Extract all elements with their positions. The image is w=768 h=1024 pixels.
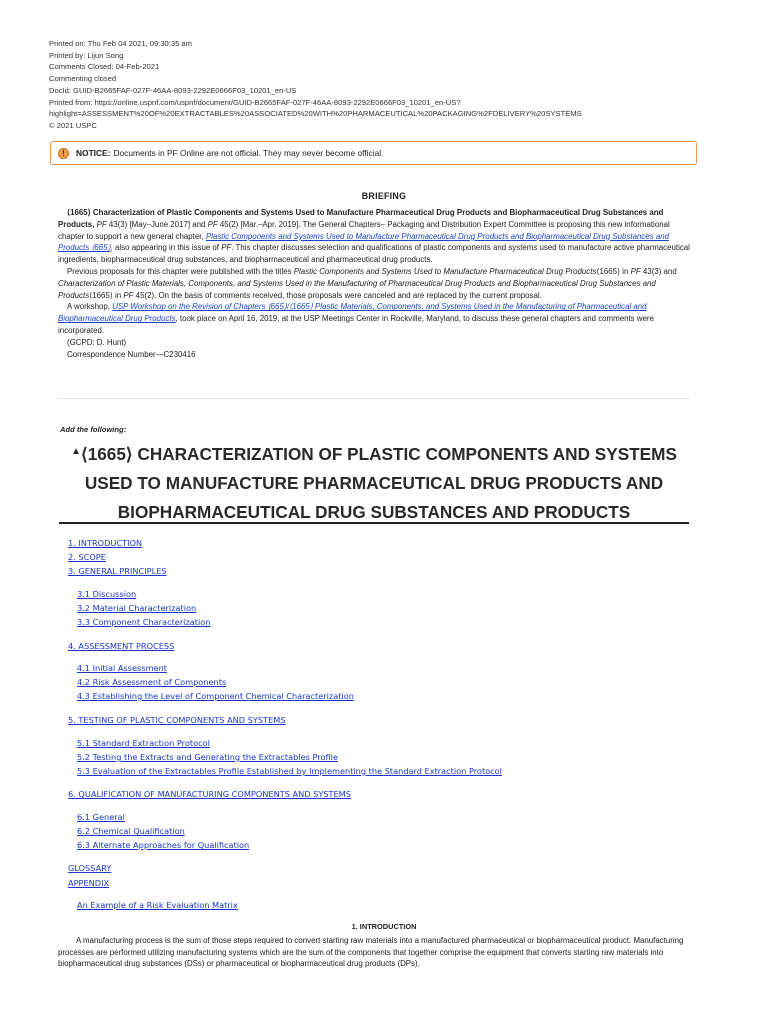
toc-risk-matrix[interactable]: An Example of a Risk Evaluation Matrix: [77, 900, 238, 910]
briefing-gcpd: (GCPD: D. Hunt): [67, 337, 127, 347]
briefing-title: BRIEFING: [361, 191, 407, 201]
briefing-paragraph: [58, 266, 690, 301]
notice-text: Documents in PF Online are not official. They may never become official.: [113, 148, 384, 158]
toc-testing[interactable]: 5. TESTING OF PLASTIC COMPONENTS AND SYSTEMS: [68, 715, 286, 725]
add-following-label: Add the following:: [60, 425, 127, 434]
meta-line: Printed by: Lijun Song: [49, 50, 124, 60]
meta-line: highlight=ASSESSMENT%20OF%20EXTRACTABLES%20ASSOCIATED%20WITH%20PHARMACEUTICAL%20PACKAGING%2FDELIVERY%20SYSTEMS: [49, 109, 582, 119]
previous-title: Characterization of Plastic Materials, Components, and Systems Used in the Manufacturing of Pharmaceutical Drug Products and Biopharmaceutical Drug Substances and Products: [58, 278, 656, 300]
briefing-body: [58, 207, 690, 360]
briefing-text: ⟨1665⟩ in: [89, 290, 124, 300]
toc-glossary[interactable]: GLOSSARY: [68, 863, 112, 873]
print-metadata: [49, 38, 582, 132]
toc-alternate-approaches[interactable]: 6.3 Alternate Approaches for Qualification: [77, 840, 250, 850]
briefing-paragraph: [58, 301, 690, 336]
chapter-number: ⟨1665⟩: [67, 208, 91, 217]
introduction-heading: 1. INTRODUCTION: [351, 922, 417, 931]
toc-qualification[interactable]: 6. QUALIFICATION OF MANUFACTURING COMPONENTS AND SYSTEMS: [68, 789, 351, 799]
meta-line: Commenting closed: [49, 74, 117, 84]
toc-introduction[interactable]: 1. INTRODUCTION: [68, 538, 143, 548]
pf-ref: PF: [123, 290, 134, 300]
briefing-text: 43(3) and: [640, 266, 677, 276]
briefing-text: 45(2) [Mar.–Apr. 2019]. The General Chapters– Packaging and Distribution Expert Committee is proposing this new informational chapter to support a new general chapter,: [58, 219, 670, 241]
chapter-title: [58, 437, 690, 527]
briefing-paragraph: [58, 207, 690, 266]
chapter-title-bold: Characterization of Plastic Components and Systems Used to Manufacture Pharmaceutical Drug Products and Biopharmaceutical Drug Substances and Products,: [58, 208, 664, 229]
briefing-text: , took place on April 16, 2019, at the USP Meetings Center in Rockville, Maryland, to discuss these general chapters and comments were incorporated.: [58, 314, 654, 335]
toc-risk-assessment[interactable]: 4.2 Risk Assessment of Components: [77, 677, 227, 687]
toc-establishing-level[interactable]: 4.3 Establishing the Level of Component Chemical Characterization: [77, 691, 354, 701]
introduction-paragraph: A manufacturing process is the sum of those steps required to convert starting raw materials into a manufactured pharmaceutical or biopharmaceutical product. Manufacturing processes are performed utilizing manufacturing systems which are the sum of the components that together comprise the equipment that converts starting raw materials into biopharmaceutical drug substances (DSs) or pharmaceutical or biopharmaceutical drug products (DPs).: [58, 936, 684, 969]
toc-scope[interactable]: 2. SCOPE: [68, 552, 106, 562]
chapter-665-link[interactable]: Plastic Components and Systems Used to Manufacture Pharmaceutical Drug Products and Biopharmaceutical Drug Substances and Products ⟨665⟩: [58, 231, 669, 253]
meta-line: DocId: GUID-B2665FAF-027F-46AA-8093-2292E0666F03_10201_en-US: [49, 85, 297, 95]
pf-ref: PF: [96, 219, 107, 229]
briefing-correspondence: Correspondence Number—C230416: [67, 349, 196, 359]
meta-line: Printed on: Thu Feb 04 2021, 09:30:35 am: [49, 39, 192, 48]
pf-ref: PF: [630, 266, 641, 276]
briefing-text: 43(3) [May–June 2017] and: [106, 219, 208, 229]
meta-line: Printed from: https://online.uspnf.com/uspnf/document/GUID-B2665FAF-027F-46AA-8093-2292E0666F03_10201_en-US?: [49, 97, 461, 107]
meta-line: © 2021 USPC: [49, 120, 97, 130]
pf-ref: PF: [221, 243, 232, 253]
toc-general-principles[interactable]: 3. GENERAL PRINCIPLES: [68, 566, 167, 576]
introduction-body: [58, 935, 690, 970]
section-divider: [58, 398, 689, 399]
toc-discussion[interactable]: 3.1 Discussion: [77, 589, 137, 599]
notice-banner: [50, 141, 697, 165]
notice-label: NOTICE:: [76, 148, 111, 158]
toc-component-characterization[interactable]: 3.3 Component Characterization: [77, 617, 211, 627]
toc-standard-extraction[interactable]: 5.1 Standard Extraction Protocol: [77, 738, 210, 748]
workshop-link[interactable]: USP Workshop on the Revision of Chapters ⟨665⟩/⟨1665⟩ Plastic Materials, Components, and Systems Used in the Manufacturing of Pharmaceutical and Biopharmaceutical Drug Products: [58, 302, 647, 324]
briefing-text: ⟨1665⟩ in: [596, 266, 631, 276]
warning-icon: !: [58, 148, 69, 159]
toc-initial-assessment[interactable]: 4.1 Initial Assessment: [77, 663, 167, 673]
briefing-text: , also appearing in this issue of: [110, 243, 222, 253]
toc-general[interactable]: 6.1 General: [77, 812, 125, 822]
toc-appendix[interactable]: APPENDIX: [68, 878, 110, 888]
briefing-text: 45(2). On the basis of comments received, those proposals were canceled and are replaced by the current proposal.: [133, 290, 542, 300]
toc-testing-extracts[interactable]: 5.2 Testing the Extracts and Generating the Extractables Profile: [77, 752, 338, 762]
toc-evaluation-profile[interactable]: 5.3 Evaluation of the Extractables Profile Established by Implementing the Standard Extraction Protocol: [77, 766, 502, 776]
pf-ref: PF: [207, 219, 218, 229]
briefing-text: . This chapter discusses selection and qualifications of plastic components and systems used to manufacture active pharmaceutical ingredients, biopharmaceutical drug substances, and biopharmaceutical and pharmaceutical drug products.: [58, 243, 690, 265]
briefing-text: Previous proposals for this chapter were published with the titles: [67, 266, 294, 276]
title-rule: [59, 522, 689, 524]
toc-assessment-process[interactable]: 4. ASSESSMENT PROCESS: [68, 641, 175, 651]
briefing-text: A workshop,: [67, 302, 113, 312]
toc-chemical-qualification[interactable]: 6.2 Chemical Qualification: [77, 826, 185, 836]
previous-title: Plastic Components and Systems Used to Manufacture Pharmaceutical Drug Products: [293, 266, 597, 276]
meta-line: Comments Closed: 04-Feb-2021: [49, 62, 160, 72]
toc-material-characterization[interactable]: 3.2 Material Characterization: [77, 603, 197, 613]
insertion-marker-icon: ▲: [71, 446, 81, 457]
chapter-title-text: ⟨1665⟩ CHARACTERIZATION OF PLASTIC COMPONENTS AND SYSTEMS USED TO MANUFACTURE PHARMACEUTICAL DRUG PRODUCTS AND BIOPHARMACEUTICAL DRUG SUBSTANCES AND PRODUCTS: [80, 444, 677, 522]
